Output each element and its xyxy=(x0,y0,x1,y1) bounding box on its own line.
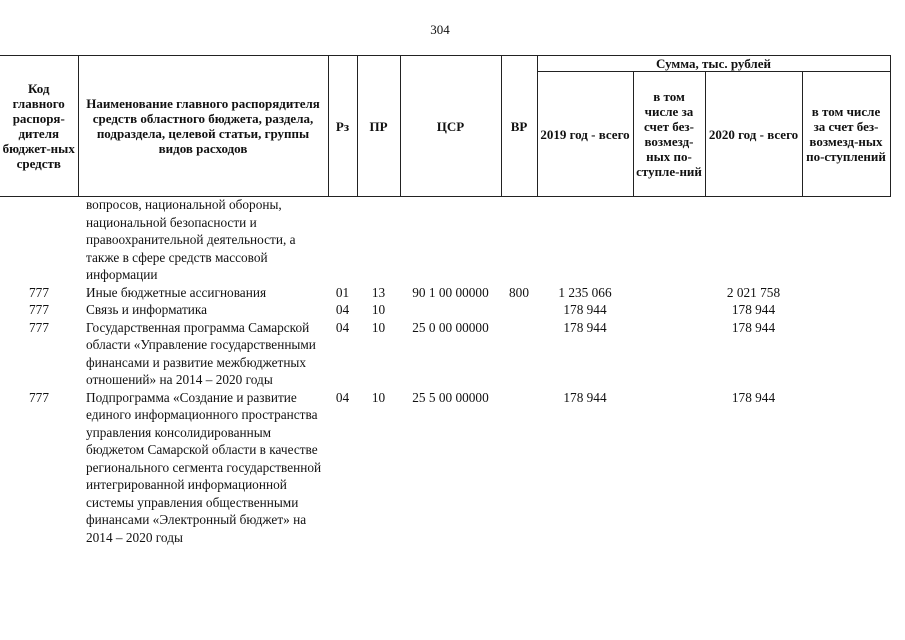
row-pr: 10 xyxy=(371,302,386,317)
row-sum-2019-free xyxy=(633,319,705,389)
row-sum-2019-free xyxy=(633,389,705,547)
row-name: Связь и информатика xyxy=(86,302,208,317)
row-code xyxy=(0,196,78,284)
row-sum-2020-free xyxy=(802,319,890,389)
header-2019-free: в том числе за счет без-возмезд-ных по-ступле-ний xyxy=(633,72,705,197)
row-sum-2020 xyxy=(705,196,802,284)
row-rz xyxy=(328,196,357,284)
row-pr: 10 xyxy=(371,389,386,405)
header-2019-total: 2019 год - всего xyxy=(537,72,633,197)
row-name: Подпрограмма «Создание и развитие единого информационного пространства управления консолидированным бюджетом Самарской области в качестве регионального сегмента государственной интегрированной информационной системы управления общественными финансами «Электронный бюджет» на 2014 – 2020 годы xyxy=(86,389,322,545)
row-vr: 800 xyxy=(509,284,529,300)
row-name: Иные бюджетные ассигнования xyxy=(86,284,267,300)
row-sum-2019-free xyxy=(633,301,705,319)
row-sum-2019 xyxy=(537,196,633,284)
row-vr xyxy=(501,196,537,284)
row-sum-2019-free xyxy=(633,284,705,302)
row-rz: 04 xyxy=(335,319,350,335)
row-rz: 04 xyxy=(335,389,350,405)
row-sum-2020-free xyxy=(802,389,890,547)
row-pr xyxy=(357,196,400,284)
header-vr: ВР xyxy=(501,56,537,197)
table-row xyxy=(0,389,890,547)
row-vr xyxy=(501,301,537,319)
row-sum-2020-free xyxy=(802,284,890,302)
page-number: 304 xyxy=(430,22,450,37)
header-rz: Рз xyxy=(328,56,357,197)
row-csr xyxy=(400,196,501,284)
row-sum-2020-free xyxy=(802,196,890,284)
row-sum-2020: 178 944 xyxy=(731,302,776,317)
row-code: 777 xyxy=(29,319,49,335)
row-code: 777 xyxy=(29,389,49,405)
header-2020-free: в том числе за счет без-возмезд-ных по-ступлений xyxy=(802,72,890,197)
row-vr xyxy=(501,389,537,547)
row-pr: 13 xyxy=(371,284,386,300)
row-code: 777 xyxy=(29,284,49,300)
row-pr: 10 xyxy=(371,319,386,335)
header-csr: ЦСР xyxy=(400,56,501,197)
row-sum-2020-free xyxy=(802,301,890,319)
row-sum-2019: 178 944 xyxy=(563,302,607,317)
row-sum-2019: 1 235 066 xyxy=(558,284,612,300)
row-csr: 90 1 00 00000 xyxy=(412,284,489,300)
table-row xyxy=(0,319,890,389)
row-sum-2020: 178 944 xyxy=(731,319,776,335)
row-name: Государственная программа Самарской области «Управление государственными финансами и развитие межбюджетных отношений» на 2014 – 2020 годы xyxy=(86,319,316,387)
row-sum-2019-free xyxy=(633,196,705,284)
row-rz: 01 xyxy=(335,284,350,300)
row-name: вопросов, национальной обороны, национальной безопасности и правоохранительной деятельности, а также в сфере средств массовой информации xyxy=(86,197,296,282)
header-name: Наименование главного распорядителя средств областного бюджета, раздела, подраздела, целевой статьи, группы видов расходов xyxy=(78,56,328,197)
row-csr xyxy=(400,301,501,319)
table-row xyxy=(0,301,890,319)
row-sum-2019: 178 944 xyxy=(563,319,607,335)
row-csr: 25 0 00 00000 xyxy=(412,319,489,335)
table-body xyxy=(0,196,890,546)
header-pr: ПР xyxy=(357,56,400,197)
row-vr xyxy=(501,319,537,389)
row-sum-2019: 178 944 xyxy=(563,389,607,405)
row-csr: 25 5 00 00000 xyxy=(412,389,489,405)
row-sum-2020: 178 944 xyxy=(731,389,776,405)
table-row xyxy=(0,196,890,284)
table-row xyxy=(0,284,890,302)
header-sum-group: Сумма, тыс. рублей xyxy=(537,56,890,72)
row-sum-2020: 2 021 758 xyxy=(726,284,781,300)
header-2020-total: 2020 год - всего xyxy=(705,72,802,197)
row-code: 777 xyxy=(29,302,49,317)
row-rz: 04 xyxy=(335,302,350,317)
table-header xyxy=(0,55,891,197)
header-code: Код главного распоря-дителя бюджет-ных средств xyxy=(0,56,78,197)
